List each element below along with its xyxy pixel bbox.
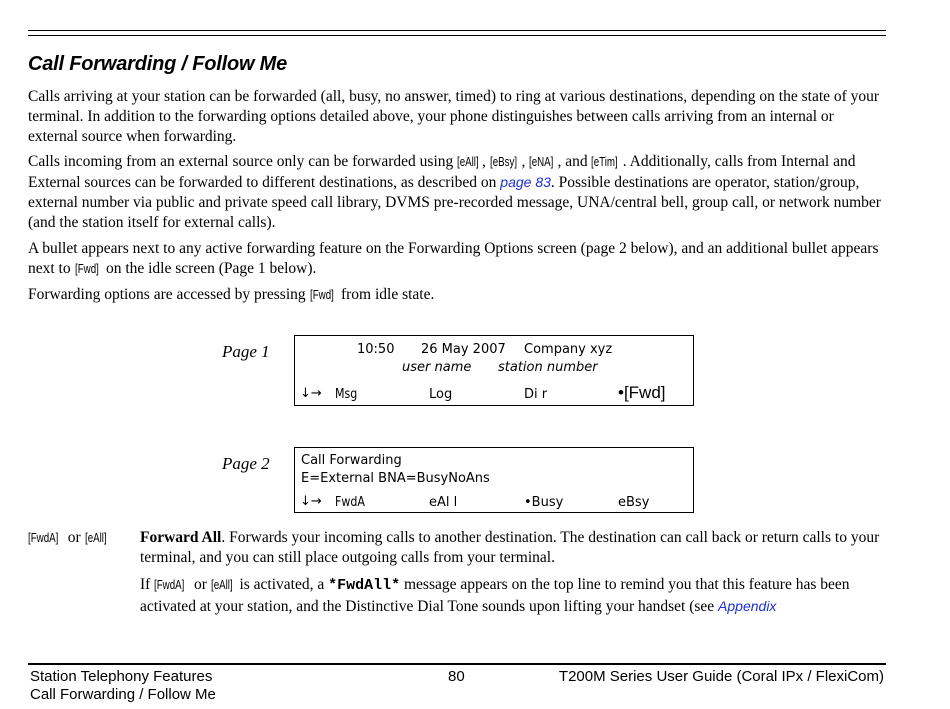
screen-station-number: station number <box>498 360 598 375</box>
key-eall-2: [eAll] <box>84 531 107 545</box>
footer-chapter: Station Telephony Features <box>30 668 213 685</box>
p4-text-2: from idle state. <box>337 286 435 303</box>
screen-date: 26 May 2007 <box>421 342 506 357</box>
header-rule-bottom <box>28 35 886 36</box>
footer-guide-title: T200M Series User Guide (Coral IPx / FlexiCom) <box>558 668 884 685</box>
p2-text-1: Calls incoming from an external source only can be forwarded using <box>28 153 458 170</box>
paragraph-2 <box>28 152 886 233</box>
footer-section: Call Forwarding / Follow Me <box>30 686 216 703</box>
screen-user-name: user name <box>402 360 472 375</box>
p3-text-1: A bullet appears next to any active forwarding feature on the Forwarding Options screen (page 2 below), and an additional bullet appears next to <box>28 240 879 277</box>
softkey-busy[interactable]: •Busy <box>524 495 564 510</box>
screen-time: 10:50 <box>357 342 395 357</box>
p2-text-2: . Additionally, calls from Internal and External sources can be forwarded to different destinations, as described on <box>28 153 856 191</box>
footer-rule <box>28 663 886 665</box>
note-text-1: If <box>140 576 155 593</box>
section-title: Call Forwarding / Follow Me <box>28 53 288 75</box>
paragraph-1 <box>28 87 886 147</box>
key-ebsy: [eBsy] <box>489 155 517 169</box>
key-fwda-2: [FwdA] <box>154 578 185 592</box>
appendix-link[interactable]: Appendix <box>718 598 777 614</box>
screen-line-2: E=External BNA=BusyNoAns <box>301 471 490 486</box>
note-text-3: message appears on the top line to remind you that this feature has been activated at your station, and the Distinctive Dial Tone sounds upon lifting your handset (see <box>140 576 850 615</box>
key-fwd: [Fwd] <box>74 262 99 276</box>
arrow-keys-icon-2[interactable]: ↓→ <box>300 494 322 509</box>
key-ena: [eNA] <box>529 155 554 169</box>
paragraph-4 <box>28 285 886 305</box>
keys-or: or <box>63 529 85 546</box>
key-eall-3: [eAll] <box>210 578 233 592</box>
p4-text-1: Forwarding options are accessed by pressing <box>28 286 310 303</box>
softkey-fwd[interactable]: •[Fwd] <box>618 383 666 402</box>
softkey-fwda[interactable]: FwdA <box>335 495 365 510</box>
paragraph-1-text: Calls arriving at your station can be forwarded (all, busy, no answer, timed) to ring at various destinations, depending on the state of your terminal. In addition to the forwarding options detailed above, your phone distinguishes between calls arriving from an internal or external source when forwarding. <box>28 88 880 145</box>
page-1-label: Page 1 <box>222 342 270 361</box>
softkey-dir[interactable]: Di r <box>524 387 548 402</box>
key-fwd-2: [Fwd] <box>309 288 334 302</box>
p2-comma-2: , <box>521 153 530 170</box>
softkey-eall[interactable]: eAl l <box>429 495 458 510</box>
arrow-keys-icon[interactable]: ↓→ <box>300 386 322 401</box>
p2-and: , and <box>557 153 592 170</box>
key-fwda: [FwdA] <box>28 531 59 545</box>
page-2-label: Page 2 <box>222 454 270 473</box>
page-1-screen <box>294 335 694 406</box>
note-or: or <box>190 576 211 593</box>
fwdall-message: *FwdAll* <box>328 577 401 594</box>
screen-line-1: Call Forwarding <box>301 453 402 468</box>
softkey-ebsy[interactable]: eBsy <box>618 495 650 510</box>
forward-all-keys <box>28 528 138 548</box>
header-rule-top <box>28 30 886 31</box>
forward-all-heading: Forward All <box>140 529 222 546</box>
page-2-screen <box>294 447 694 513</box>
key-eall: [eAll] <box>457 155 479 169</box>
screen-company: Company xyz <box>524 342 613 357</box>
forward-all-note <box>140 575 885 617</box>
key-etim: [eTim] <box>591 155 619 169</box>
forward-all-description <box>140 528 885 568</box>
page-83-link[interactable]: page 83 <box>500 174 551 190</box>
footer-page-number: 80 <box>448 668 465 685</box>
forward-all-desc: . Forwards your incoming calls to another destination. The destination can call back or return calls to your terminal, and you can still place outgoing calls from your terminal. <box>140 529 880 566</box>
softkey-log[interactable]: Log <box>429 387 453 402</box>
p2-comma-1: , <box>481 153 490 170</box>
softkey-msg[interactable]: Msg <box>335 387 358 402</box>
paragraph-3 <box>28 239 886 279</box>
note-text-2: is activated, a <box>235 576 329 593</box>
p2-text-3: . Possible destinations are operator, station/group, external number via public and private speed call library, DVMS pre-recorded message, UNA/central bell, group call, or network number (and the station itself for external calls). <box>28 174 881 231</box>
p3-text-2: on the idle screen (Page 1 below). <box>102 260 317 277</box>
